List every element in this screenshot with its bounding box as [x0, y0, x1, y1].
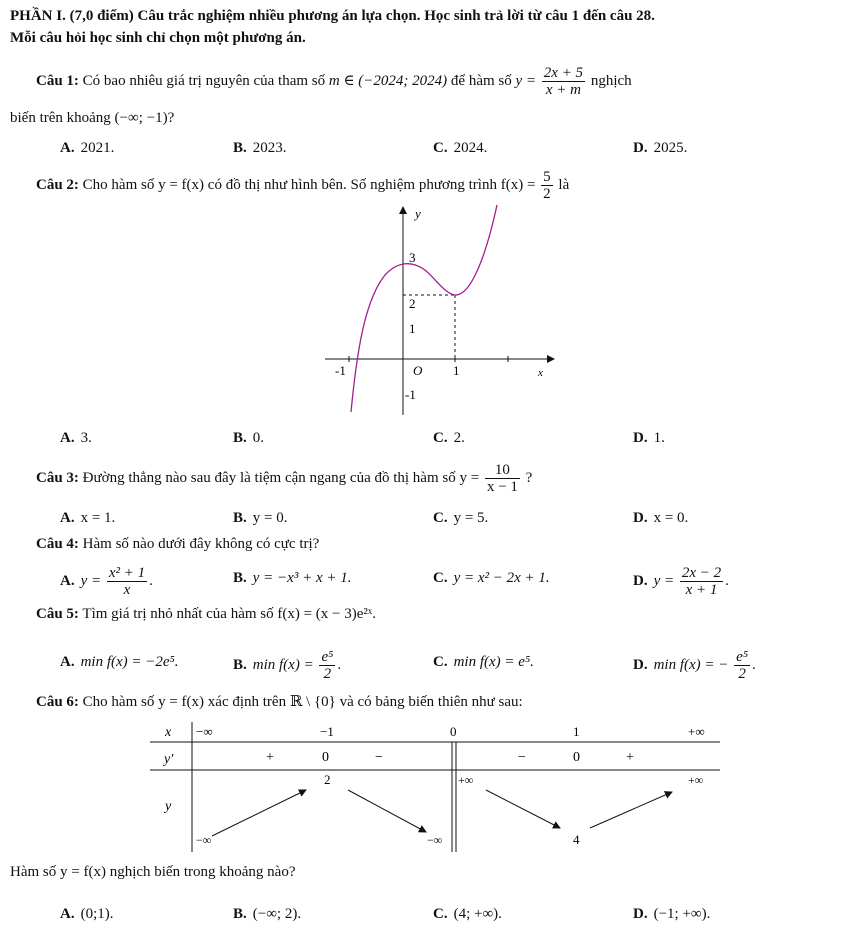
- row-x: x: [165, 725, 172, 740]
- y-value: −∞: [196, 833, 212, 847]
- q2-option-b[interactable]: B. 0.: [233, 430, 265, 446]
- q3-option-d[interactable]: D. x = 0.: [633, 510, 689, 526]
- q5-option-a[interactable]: A. min f(x) = −2e⁵.: [60, 654, 179, 670]
- question-text: là: [558, 177, 570, 193]
- section-subheader: Mỗi câu hỏi học sinh chỉ chọn một phương án.: [10, 30, 306, 46]
- fraction: $\frac{2x + 5}{x + m}$: [543, 65, 584, 99]
- q1-option-a[interactable]: A. 2021.: [60, 140, 115, 156]
- arrow-up: [590, 792, 672, 828]
- tick-label: -1: [405, 387, 416, 402]
- question-label: Câu 5:: [36, 606, 79, 622]
- question-label: Câu 6:: [36, 694, 79, 710]
- sign: +: [266, 750, 274, 765]
- question-text: Có bao nhiêu giá trị nguyên của tham số: [82, 73, 326, 89]
- arrow-down: [486, 790, 560, 828]
- param-range: m ∈ (−2024; 2024): [328, 73, 448, 89]
- sign: +: [626, 750, 634, 765]
- q6-option-d[interactable]: D. (−1; +∞).: [633, 906, 711, 922]
- y-value: 4: [573, 832, 580, 847]
- fraction: $\frac{5}{2}$: [543, 169, 551, 203]
- q3-option-c[interactable]: C. y = 5.: [433, 510, 489, 526]
- variation-table: [140, 718, 730, 858]
- question-2: [36, 166, 569, 204]
- question-text: Cho hàm số y = f(x) có đồ thị như hình bên. Số nghiệm phương trình f(x) =: [82, 177, 536, 193]
- q3-option-a[interactable]: A. x = 1.: [60, 510, 116, 526]
- x-value: 1: [573, 724, 580, 739]
- tick-label: 2: [409, 296, 416, 311]
- question-text: Hàm số nào dưới đây không có cực trị?: [82, 536, 320, 552]
- q4-option-d[interactable]: D. y = $\frac{2x - 2}{x + 1}$ .: [633, 565, 729, 599]
- question-1: [36, 62, 632, 100]
- x-value: 0: [450, 724, 457, 739]
- tick-label: 3: [409, 250, 416, 265]
- q1-option-b[interactable]: B. 2023.: [233, 140, 287, 156]
- question-text: để hàm số: [450, 73, 512, 89]
- q5-option-b[interactable]: B. min f(x) = $\frac{\text{e⁵}}{2}$ .: [233, 649, 342, 683]
- x-value: −∞: [196, 724, 213, 739]
- sign: 0: [573, 750, 580, 765]
- question-text: Đường thẳng nào sau đây là tiệm cận ngang của đồ thị hàm số y =: [82, 470, 480, 486]
- question-label: Câu 1:: [36, 73, 79, 89]
- q5-option-c[interactable]: C. min f(x) = e⁵.: [433, 654, 534, 670]
- origin-label: O: [413, 363, 423, 378]
- question-6-prompt: Hàm số y = f(x) nghịch biến trong khoảng nào?: [10, 864, 296, 880]
- q3-option-b[interactable]: B. y = 0.: [233, 510, 288, 526]
- x-axis-label: x: [538, 367, 543, 379]
- q2-option-a[interactable]: A. 3.: [60, 430, 92, 446]
- y-value: −∞: [427, 833, 443, 847]
- q2-option-d[interactable]: D. 1.: [633, 430, 665, 446]
- q1-option-d[interactable]: D. 2025.: [633, 140, 688, 156]
- question-4: [36, 536, 319, 553]
- q4-option-b[interactable]: B. y = −x³ + x + 1.: [233, 570, 352, 586]
- q6-option-c[interactable]: C. (4; +∞).: [433, 906, 502, 922]
- tick-label: 1: [409, 321, 416, 336]
- question-1-line2: biến trên khoảng (−∞; −1)?: [10, 110, 175, 126]
- question-text: Tìm giá trị nhỏ nhất của hàm số f(x) = (x − 3)e²ˣ.: [82, 606, 376, 622]
- question-text: ?: [525, 470, 533, 486]
- question-6: [36, 692, 523, 711]
- question-3: [36, 459, 532, 497]
- question-5: [36, 606, 376, 623]
- tick-label: 1: [453, 363, 460, 378]
- sign: −: [375, 750, 383, 765]
- arrow-up: [212, 790, 306, 836]
- y-value: +∞: [458, 773, 474, 787]
- row-y: y: [165, 799, 172, 814]
- question-label: Câu 3:: [36, 470, 79, 486]
- arrow-down: [348, 790, 426, 832]
- y-axis-label: y: [415, 206, 421, 221]
- y-value: 2: [324, 772, 331, 787]
- q4-option-a[interactable]: A. y = $\frac{\text{x² + 1}}{x}$ .: [60, 565, 153, 599]
- sign: −: [518, 750, 526, 765]
- tick-label: -1: [335, 363, 346, 378]
- sign: 0: [322, 750, 329, 765]
- q2-option-c[interactable]: C. 2.: [433, 430, 465, 446]
- row-yprime: y′: [164, 752, 174, 767]
- y-value: +∞: [688, 773, 704, 787]
- question-text: Cho hàm số y = f(x) xác định trên ℝ \ {0} và có bảng biến thiên như sau:: [82, 694, 523, 710]
- q6-option-b[interactable]: B. (−∞; 2).: [233, 906, 302, 922]
- q4-option-c[interactable]: C. y = x² − 2x + 1.: [433, 570, 550, 586]
- x-value: −1: [320, 724, 334, 739]
- x-value: +∞: [688, 724, 705, 739]
- q1-option-c[interactable]: C. 2024.: [433, 140, 488, 156]
- question-label: Câu 2:: [36, 177, 79, 193]
- q5-option-d[interactable]: D. min f(x) = − $\frac{\text{e⁵}}{2}$ .: [633, 649, 756, 683]
- function-graph: [325, 200, 565, 420]
- question-label: Câu 4:: [36, 536, 79, 552]
- q6-option-a[interactable]: A. (0;1).: [60, 906, 114, 922]
- section-header: PHẦN I. (7,0 điểm) Câu trắc nghiệm nhiều phương án lựa chọn. Học sinh trả lời từ câu 1 đến câu 28.: [10, 8, 655, 24]
- fraction: $\frac{10}{x - 1}$: [486, 462, 518, 496]
- function-curve: [351, 205, 497, 412]
- question-text: nghịch: [590, 73, 632, 89]
- func-lhs: y =: [515, 73, 537, 89]
